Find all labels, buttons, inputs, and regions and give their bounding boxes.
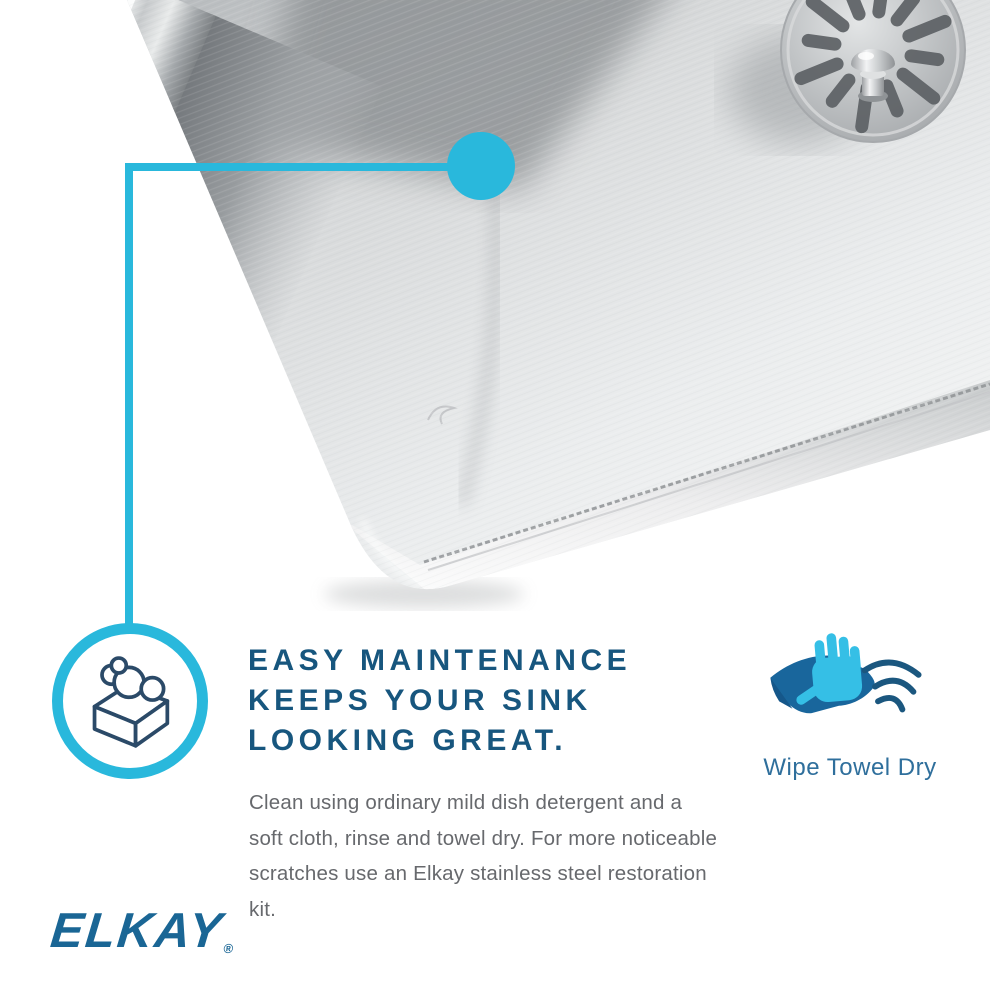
- brand-name: ELKAY: [48, 904, 227, 958]
- soap-badge: [52, 623, 208, 779]
- wipe-towel-label: Wipe Towel Dry: [763, 754, 937, 781]
- headline-line: LOOKING GREAT.: [248, 724, 568, 757]
- headline: [248, 641, 678, 761]
- callout-line-vertical: [125, 163, 133, 626]
- registered-mark: ®: [222, 941, 236, 956]
- motion-lines-icon: [865, 662, 919, 709]
- body-line: Clean using ordinary mild dish detergent and a: [249, 791, 683, 814]
- headline-line: EASY MAINTENANCE: [248, 644, 632, 677]
- body-text: [249, 785, 729, 927]
- elkay-logo: [48, 903, 240, 959]
- wipe-towel-hand-icon: [725, 632, 975, 750]
- callout-dot: [447, 132, 515, 200]
- headline-line: KEEPS YOUR SINK: [248, 684, 592, 717]
- callout-line-horizontal: [125, 163, 457, 171]
- soap-sponge-icon: [74, 645, 186, 757]
- body-line: scratches use an Elkay stainless steel restoration kit.: [249, 862, 707, 921]
- wipe-towel-feature: [725, 632, 975, 792]
- body-line: soft cloth, rinse and towel dry. For more noticeable: [249, 826, 718, 850]
